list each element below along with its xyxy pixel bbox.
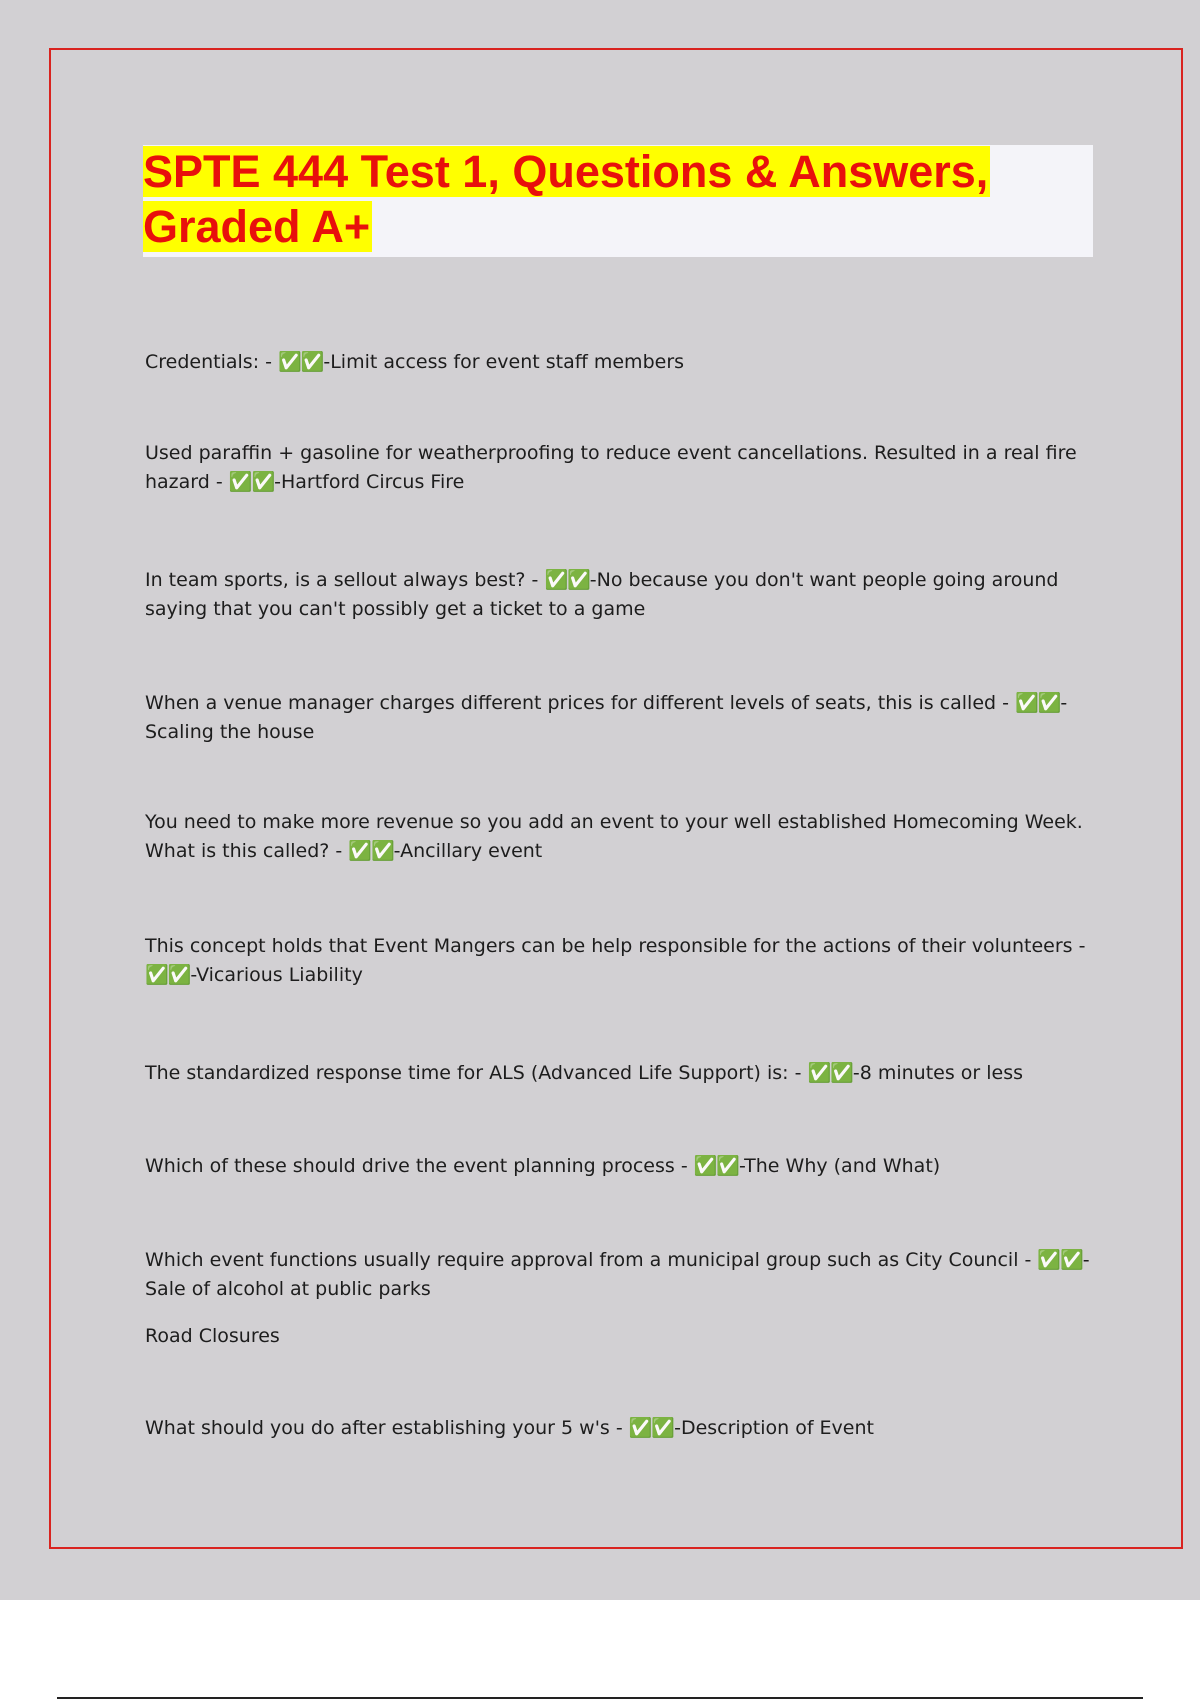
- footer-divider: [57, 1697, 1143, 1699]
- check-mark-icon: ✅✅: [1037, 1249, 1083, 1271]
- answer: -The Why (and What): [739, 1155, 941, 1177]
- document-title: SPTE 444 Test 1, Questions & Answers, Graded A+: [143, 146, 989, 252]
- qa-item-9-extra: Road Closures: [145, 1325, 280, 1347]
- answer: -No because you don't want people going around saying that you can't possibly get a ticket to a game: [145, 569, 1059, 620]
- qa-item-3: [145, 566, 1095, 624]
- question: Which of these should drive the event planning process -: [145, 1155, 694, 1177]
- qa-item-8: [145, 1152, 1095, 1181]
- answer: -Limit access for event staff members: [323, 351, 685, 373]
- question: This concept holds that Event Mangers can be help responsible for the actions of their volunteers -: [145, 935, 1086, 957]
- check-mark-icon: ✅✅: [278, 351, 324, 373]
- check-mark-icon: ✅✅: [348, 840, 394, 862]
- answer: -Sale of alcohol at public parks: [145, 1249, 1090, 1300]
- check-mark-icon: ✅✅: [693, 1155, 740, 1177]
- check-mark-icon: ✅✅: [145, 964, 191, 986]
- question: Which event functions usually require approval from a municipal group such as City Council -: [145, 1249, 1038, 1271]
- check-mark-icon: ✅✅: [544, 569, 590, 591]
- qa-item-9: [145, 1246, 1095, 1304]
- check-mark-icon: ✅✅: [628, 1417, 675, 1439]
- question: You need to make more revenue so you add an event to your well established Homecoming Week. What is this called? -: [145, 811, 1083, 862]
- check-mark-icon: ✅✅: [228, 471, 275, 493]
- answer: -8 minutes or less: [852, 1062, 1024, 1084]
- answer: -Ancillary event: [393, 840, 543, 862]
- qa-item-10: [145, 1414, 1095, 1443]
- qa-item-7: [145, 1059, 1095, 1088]
- qa-item-1: [145, 348, 1095, 377]
- question: Credentials: -: [145, 351, 279, 373]
- qa-item-6: [145, 932, 1095, 990]
- check-mark-icon: ✅✅: [1015, 692, 1061, 714]
- answer: -Scaling the house: [145, 692, 1068, 743]
- qa-item-4: [145, 689, 1095, 747]
- qa-item-2: [145, 439, 1095, 497]
- qa-item-5: [145, 808, 1095, 866]
- question: In team sports, is a sellout always best? -: [145, 569, 545, 591]
- check-mark-icon: ✅✅: [807, 1062, 853, 1084]
- question: Used paraffin + gasoline for weatherproofing to reduce event cancellations. Resulted in a real fire hazard -: [145, 442, 1077, 493]
- answer: -Vicarious Liability: [190, 964, 363, 986]
- question: When a venue manager charges different prices for different levels of seats, this is called -: [145, 692, 1016, 714]
- answer: -Description of Event: [674, 1417, 874, 1439]
- question: What should you do after establishing your 5 w's -: [145, 1417, 629, 1439]
- question: The standardized response time for ALS (Advanced Life Support) is: -: [145, 1062, 808, 1084]
- answer: -Hartford Circus Fire: [274, 471, 465, 493]
